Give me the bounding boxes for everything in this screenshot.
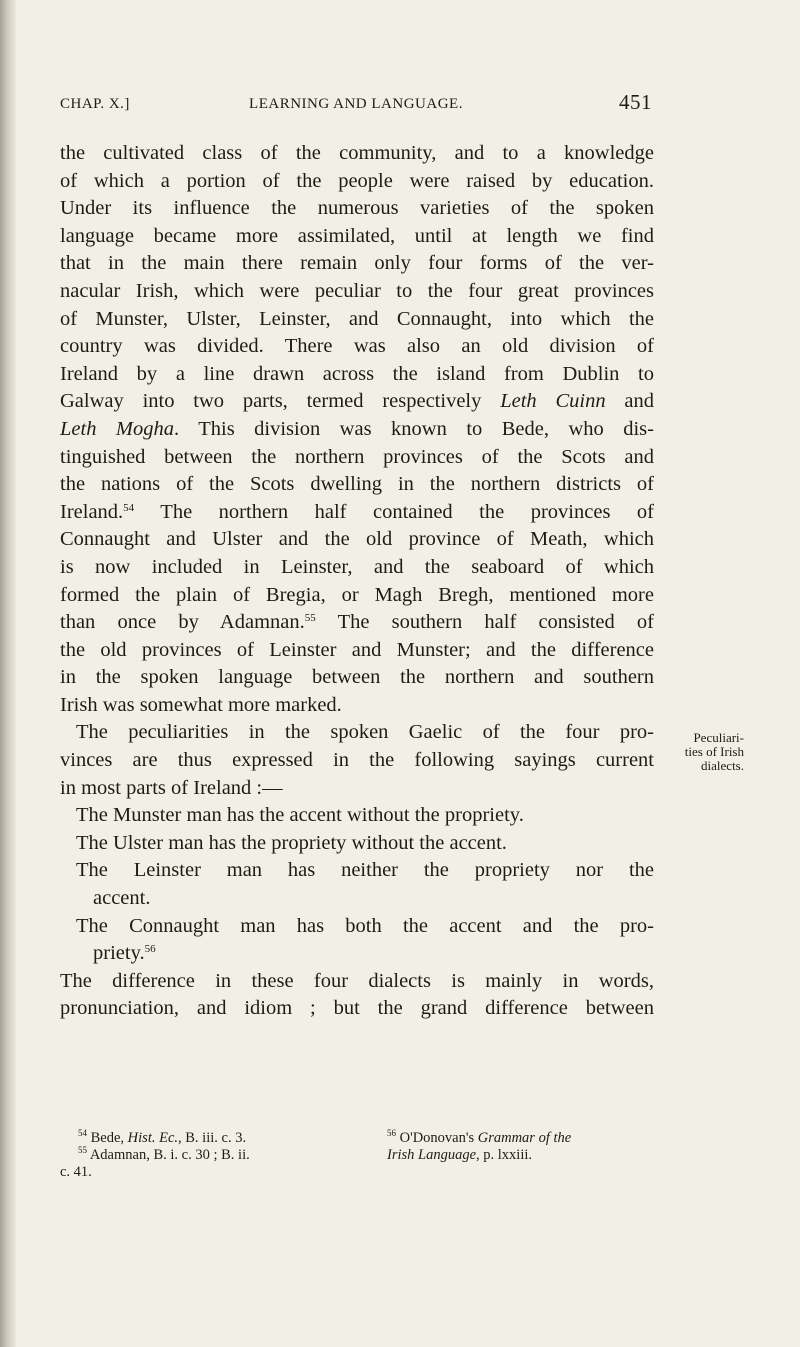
text-line: The peculiarities in the spoken Gaelic of the four pro-: [76, 721, 654, 744]
text-line: tinguished between the northern provinces of the Scots and: [60, 445, 654, 468]
text-line: Ireland.$^{54}$ The northern half contained the provinces of: [60, 500, 654, 523]
text-line: country was divided. There was also an old division of: [60, 335, 654, 358]
footnote-56-cont: Irish Language, p. lxxiii.: [387, 1147, 533, 1163]
text-line: of which a portion of the people were raised by education.: [60, 169, 654, 192]
text-line: in most parts of Ireland :—: [60, 776, 283, 799]
chapter-label: CHAP. X.]: [60, 96, 130, 112]
running-title: LEARNING AND LANGUAGE.: [249, 96, 463, 112]
footnote-55: $^{55}$ Adamnan, B. i. c. 30 ; B. ii.: [78, 1145, 250, 1163]
footnote-ref-55[interactable]: 55: [304, 612, 316, 625]
footnote-ref-54[interactable]: 54: [123, 501, 135, 514]
text-line: the nations of the Scots dwelling in the northern districts of: [60, 473, 654, 496]
text-line: language became more assimilated, until at length we find: [60, 224, 654, 247]
saying-ulster: The Ulster man has the propriety without the accent.: [76, 831, 507, 854]
saying-connaught: The Connaught man has both the accent and the pro-: [76, 914, 654, 937]
text-line: that in the main there remain only four forms of the ver-: [60, 252, 654, 275]
text-line: in the spoken language between the northern and southern: [60, 666, 654, 689]
running-header: [60, 90, 652, 116]
saying-munster: The Munster man has the accent without the propriety.: [76, 804, 524, 827]
footnote-56: $^{56}$ O'Donovan's Grammar of the: [387, 1128, 572, 1146]
margin-note: Peculiari- ties of Irish dialects.: [684, 730, 744, 773]
text-line: than once by Adamnan.$^{55}$ The southern half consisted of: [60, 611, 655, 634]
text-line: the old provinces of Leinster and Munster; and the difference: [60, 638, 654, 661]
text-line: Under its influence the numerous varieties of the spoken: [60, 197, 654, 220]
text-line: pronunciation, and idiom ; but the grand difference between: [60, 997, 654, 1020]
saying-connaught-cont: priety.$^{56}$: [93, 942, 156, 965]
text-line: is now included in Leinster, and the seaboard of which: [60, 555, 654, 578]
saying-leinster: The Leinster man has neither the propriety nor the: [76, 859, 654, 882]
text-line: Irish was somewhat more marked.: [60, 693, 342, 716]
text-line: of Munster, Ulster, Leinster, and Connaught, into which the: [60, 307, 654, 330]
text-line: formed the plain of Bregia, or Magh Bregh, mentioned more: [60, 583, 654, 606]
text-line: nacular Irish, which were peculiar to the four great provinces: [60, 279, 654, 302]
text-line: Leth Mogha. This division was known to Bede, who dis-: [60, 417, 654, 440]
footnote-55-cont: c. 41.: [60, 1164, 92, 1180]
text-line: vinces are thus expressed in the following sayings current: [60, 749, 654, 772]
text-line: Ireland by a line drawn across the island from Dublin to: [60, 362, 654, 385]
footnote-column-left: [78, 1130, 378, 1164]
page-number: 451: [619, 90, 652, 114]
footnote-column-right: [387, 1130, 657, 1164]
text-line: the cultivated class of the community, and to a knowledge: [60, 142, 654, 164]
text-line: Connaught and Ulster and the old province of Meath, which: [60, 528, 654, 551]
footnote-ref-56[interactable]: 56: [144, 943, 156, 956]
footnote-54: $^{54}$ Bede, Hist. Ec., B. iii. c. 3.: [78, 1128, 247, 1146]
saying-leinster-cont: accent.: [93, 887, 151, 910]
page-gutter-shadow: [0, 0, 16, 1347]
main-text: [60, 140, 654, 1023]
text-line: The difference in these four dialects is mainly in words,: [60, 969, 654, 992]
text-line: Galway into two parts, termed respectively Leth Cuinn and: [60, 390, 654, 413]
